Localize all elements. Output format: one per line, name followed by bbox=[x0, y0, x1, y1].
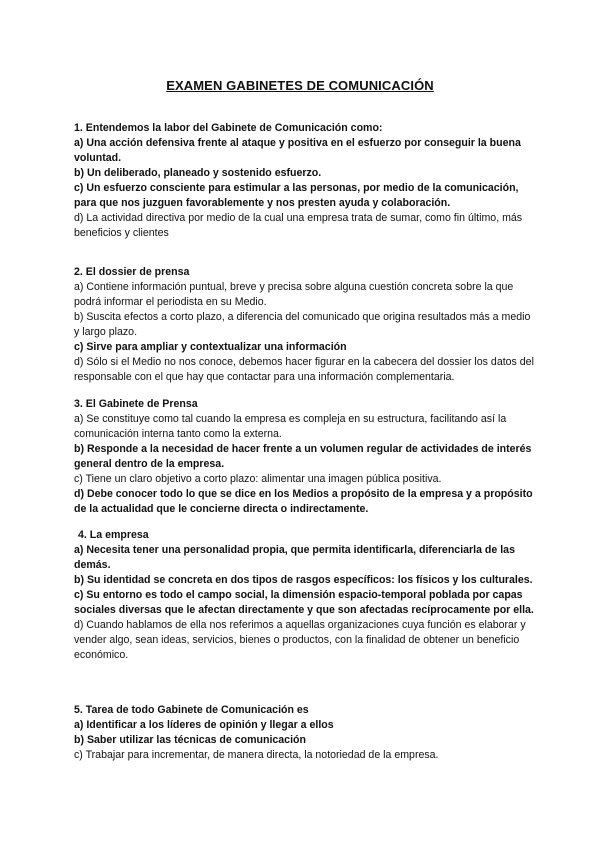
question-4 bbox=[74, 528, 534, 663]
answer-option-a: a) Identificar a los líderes de opinión y llegar a ellos bbox=[74, 719, 334, 731]
question-heading: 3. El Gabinete de Prensa bbox=[74, 398, 198, 410]
answer-option-a: a) Contiene información puntual, breve y precisa sobre alguna cuestión concreta sobre la que podrá informar el periodista en su Medio. bbox=[74, 281, 514, 308]
answer-option-b: b) Suscita efectos a corto plazo, a diferencia del comunicado que origina resultados más a medio y largo plazo. bbox=[74, 311, 531, 338]
answer-option-a: a) Una acción defensiva frente al ataque y positiva en el esfuerzo por conseguir la buena voluntad. bbox=[74, 137, 521, 164]
answer-option-c: c) Sirve para ampliar y contextualizar una información bbox=[74, 341, 347, 353]
page-title: EXAMEN GABINETES DE COMUNICACIÓN bbox=[166, 78, 434, 93]
answer-option-a: a) Se constituye como tal cuando la empresa es compleja en su estructura, facilitando así la comunicación interna tanto como la externa. bbox=[74, 413, 507, 440]
question-1 bbox=[74, 121, 534, 241]
answer-option-c: c) Su entorno es todo el campo social, la dimensión espacio-temporal poblada por capas sociales diversas que le afectan directamente y que son afectadas recíprocamente por ella. bbox=[74, 589, 534, 616]
answer-option-a: a) Necesita tener una personalidad propia, que permita identificarla, diferenciarla de las demás. bbox=[74, 544, 515, 571]
answer-option-b: b) Responde a la necesidad de hacer frente a un volumen regular de actividades de interés general dentro de la empresa. bbox=[74, 443, 532, 470]
answer-option-c: c) Un esfuerzo consciente para estimular a las personas, por medio de la comunicación, para que nos juzguen favorablemente y nos presten ayuda y colaboración. bbox=[74, 182, 519, 209]
question-heading: 4. La empresa bbox=[78, 529, 149, 541]
question-heading: 1. Entendemos la labor del Gabinete de Comunicación como: bbox=[74, 122, 383, 134]
question-3 bbox=[74, 397, 534, 517]
question-5 bbox=[74, 703, 534, 763]
answer-option-b: b) Un deliberado, planeado y sostenido esfuerzo. bbox=[74, 167, 322, 179]
question-heading: 5. Tarea de todo Gabinete de Comunicación es bbox=[74, 704, 309, 716]
answer-option-d: d) La actividad directiva por medio de la cual una empresa trata de sumar, como fin último, más beneficios y clientes bbox=[74, 212, 523, 239]
answer-option-d: d) Sólo si el Medio no nos conoce, debemos hacer figurar en la cabecera del dossier los datos del responsable con el que hay que contactar para una información complementaria. bbox=[74, 356, 534, 383]
answer-option-b: b) Saber utilizar las técnicas de comunicación bbox=[74, 734, 306, 746]
answer-option-d: d) Debe conocer todo lo que se dice en los Medios a propósito de la empresa y a propósito de la actualidad que le concierne directa o indirectamente. bbox=[74, 488, 533, 515]
question-heading: 2. El dossier de prensa bbox=[74, 266, 190, 278]
answer-option-c: c) Tiene un claro objetivo a corto plazo: alimentar una imagen pública positiva. bbox=[74, 473, 442, 485]
answer-option-c: c) Trabajar para incrementar, de manera directa, la notoriedad de la empresa. bbox=[74, 749, 439, 761]
answer-option-b: b) Su identidad se concreta en dos tipos de rasgos específicos: los físicos y los culturales. bbox=[74, 574, 533, 586]
question-2 bbox=[74, 265, 534, 385]
answer-option-d: d) Cuando hablamos de ella nos referimos a aquellas organizaciones cuya función es elaborar y vender algo, sean ideas, servicios, bienes o productos, con la finalidad de obtener un beneficio económico. bbox=[74, 619, 526, 661]
